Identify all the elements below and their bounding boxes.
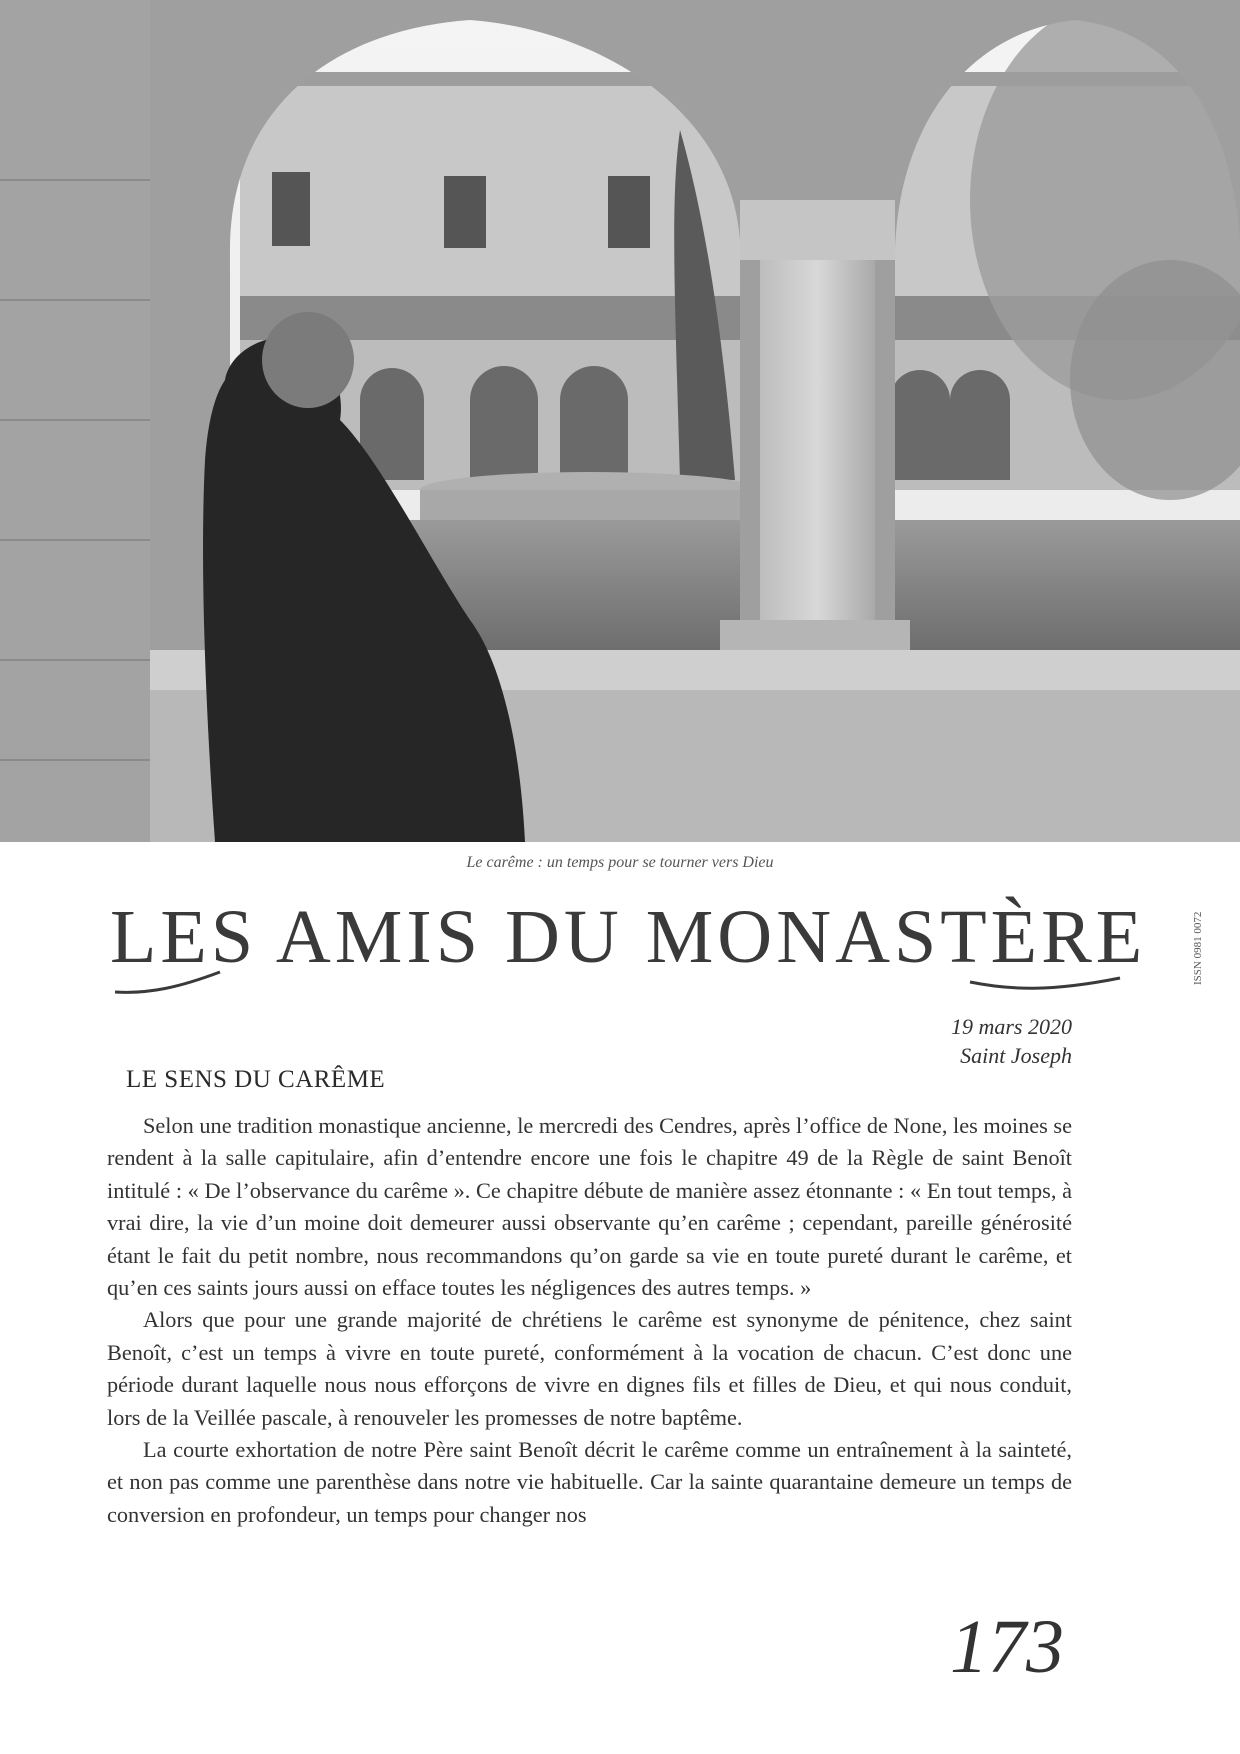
cover-photo xyxy=(0,0,1240,842)
issue-date: 19 mars 2020 xyxy=(950,1014,1072,1039)
dateline xyxy=(951,1012,1072,1070)
article-body xyxy=(107,1110,1072,1531)
photo-caption: Le carême : un temps pour se tourner vers Dieu xyxy=(466,854,774,871)
issn-number: ISSN 0981 0072 xyxy=(1192,911,1204,985)
masthead xyxy=(110,882,1147,1012)
feast-day: Saint Joseph xyxy=(960,1043,1072,1068)
article-title: LE SENS DU CARÊME xyxy=(126,1066,386,1093)
page-number: 173 xyxy=(950,1605,1064,1689)
article-paragraph: Alors que pour une grande majorité de chrétiens le carême est synonyme de pénitence, chez saint Benoît, c’est un temps à vivre en toute pureté, conformément à la vocation de chacun. C’est donc une période durant laquelle nous nous efforçons de vivre en dignes fils et filles de Dieu, et qui nous conduit, lors de la Veillée pascale, à renouveler les promesses de notre baptême. xyxy=(107,1307,1072,1430)
article-paragraph: La courte exhortation de notre Père saint Benoît décrit le carême comme un entraînement à la sainteté, et non pas comme une parenthèse dans notre vie habituelle. Car la sainte quarantaine demeure un temps de conversion en profondeur, un temps pour changer nos xyxy=(107,1437,1072,1527)
masthead-title: LES AMIS DU MONASTÈRE xyxy=(110,895,1147,979)
article-paragraph: Selon une tradition monastique ancienne, le mercredi des Cendres, après l’office de None, les moines se rendent à la salle capitulaire, afin d’entendre encore une fois le chapitre 49 de la Règle de saint Benoît intitulé : « De l’observance du carême ». Ce chapitre débute de manière assez étonnante : « En tout temps, à vrai dire, la vie d’un moine doit demeurer aussi observante qu’en carême ; cependant, pareille générosité étant le fait du petit nombre, nous recommandons qu’on garde sa vie en toute pureté durant le carême, et qu’en ces saints jours aussi on efface toutes les négligences des autres temps. » xyxy=(107,1113,1072,1301)
